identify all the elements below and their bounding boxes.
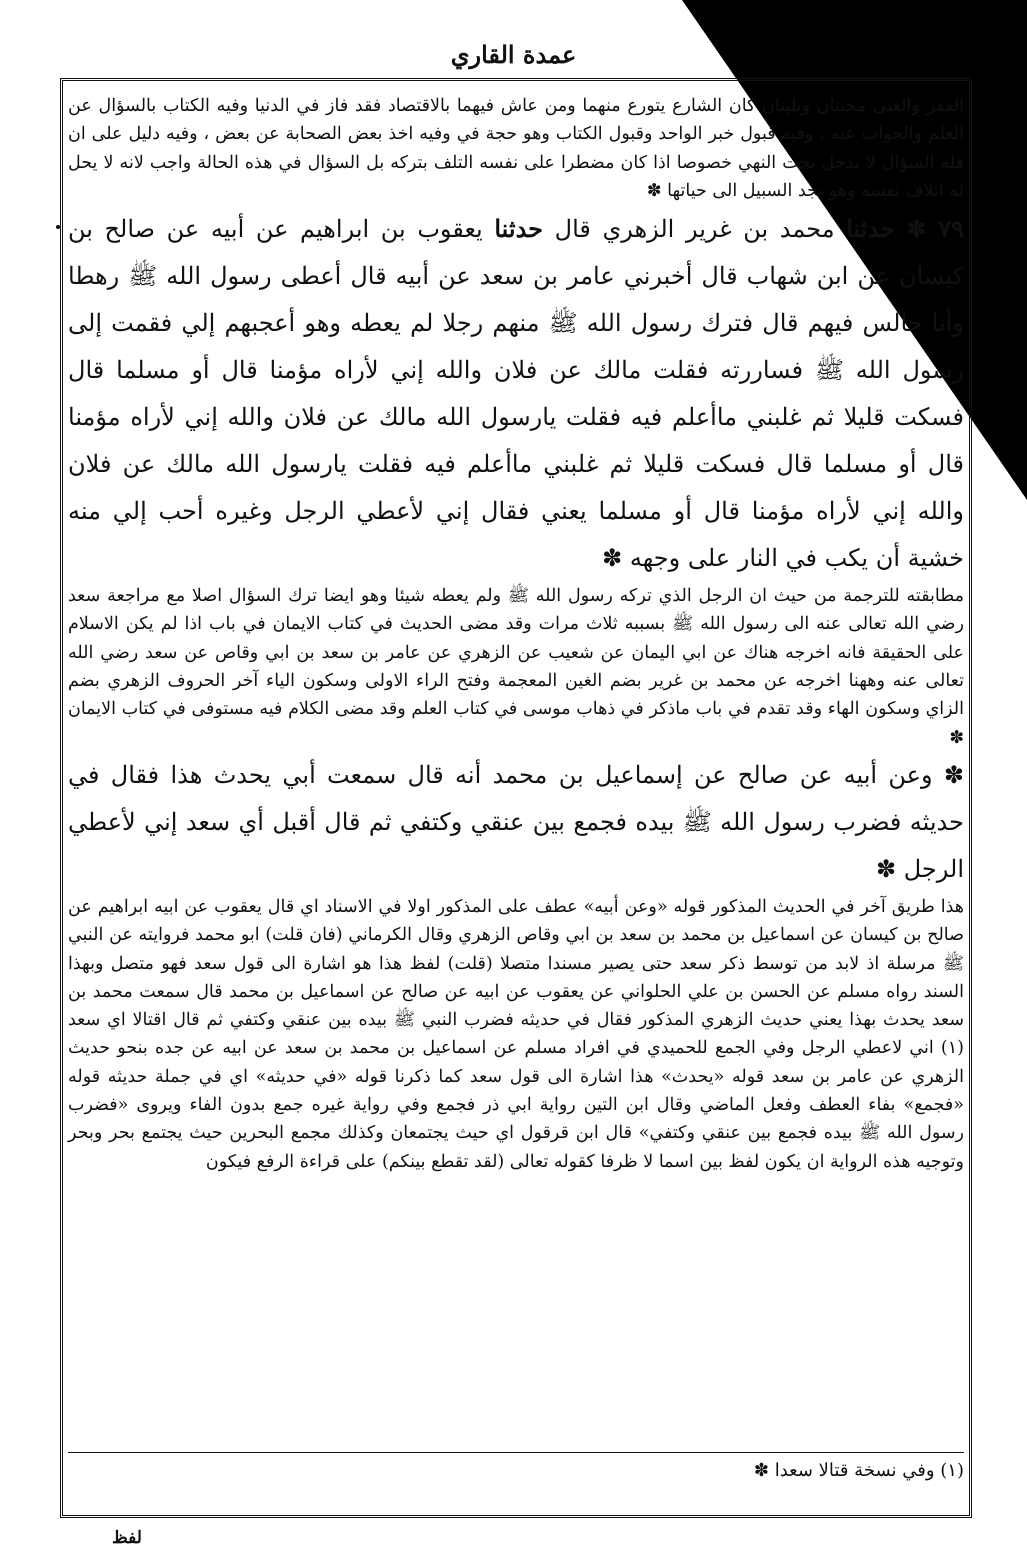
isnad-1: محمد بن غرير الزهري قال — [554, 215, 835, 244]
catchword: لفظ — [112, 1528, 142, 1548]
footnote-text: وفي نسخة قتالا سعدا ✽ — [753, 1460, 935, 1481]
commentary-1: مطابقته للترجمة من حيث ان الرجل الذي تركه رسول الله ﷺ ولم يعطه شيئا وهو ايضا ترك السؤال اصلا مع مراجعة سعد رضي الله تعالى عنه الى رسول الله ﷺ بسببه ثلاث مرات وقد مضى الحديث في كتاب الايمان في باب اذا لم يكن الاسلام على الحقيقة فانه اخرجه هناك عن ابي اليمان عن شعيب عن الزهري عن عامر بن سعد بن ابي وقاص عن سعد رضي الله تعالى عنه وههنا اخرجه عن محمد بن غرير بضم الغين المعجمة وفتح الراء الاولى وسكون الياء آخر الحروف الزهري بضم الزاي وسكون الهاء وقد تقدم في باب ماذكر في ذهاب موسى في كتاب العلم وقد مضى الكلام فيه مستوفى في كتاب الايمان ✽ — [68, 586, 964, 748]
hadith-79 — [68, 205, 964, 582]
haddathana-1: حدثنا — [846, 214, 895, 244]
hadith-2: ✽ وعن أبيه عن صالح عن إسماعيل بن محمد أنه قال سمعت أبي يحدث هذا فقال في حديثه فضرب رسول الله ﷺ بيده فجمع بين عنقي وكتفي ثم قال أقبل أي سعد إني لأعطي الرجل ✽ — [68, 760, 964, 883]
hadith-text: يعقوب بن ابراهيم عن أبيه عن صالح بن كيسان عن ابن شهاب قال أخبرني عامر بن سعد عن أبيه قال أعطى رسول الله ﷺ رهطا وأنا جالس فيهم قال فترك رسول الله ﷺ منهم رجلا لم يعطه وهو أعجبهم إلي فقمت إلى رسول الله ﷺ فساررته فقلت مالك عن فلان والله إني لأراه مؤمنا قال أو مسلما قال فسكت قليلا ثم غلبني ماأعلم فيه فقلت يارسول الله مالك عن فلان والله إني لأراه مؤمنا قال أو مسلما قال فسكت قليلا ثم غلبني ماأعلم فيه فقلت يارسول الله مالك عن فلان والله إني لأراه مؤمنا قال أو مسلما يعني فقال إني لأعطي الرجل وغيره أحب إلي منه خشية أن يكب في النار على وجهه ✽ — [68, 215, 964, 573]
intro-paragraph: الفقر والغنى محنتان وبليتان كان الشارع يتورع منهما ومن عاش فيهما بالاقتصاد فقد فاز في الدنيا وفيه الكتاب بالسؤال عن العلم والجواب عنه ، وفيه قبول خبر الواحد وقبول الكتاب وهو حجة في وفيه اخذ بعض الصحابة عن بعض ، وفيه دليل على ان قلة السؤال لا تدخل تحت النهي خصوصا اذا كان مضطرا على نفسه التلف بتركه بل السؤال في هذه الحالة واجب لانه لا يحل له اتلاف نفسه وهو يجد السبيل الى حياتها ✽ — [68, 96, 964, 201]
footnote — [68, 1457, 964, 1485]
commentary-2: هذا طريق آخر في الحديث المذكور قوله «وعن أبيه» عطف على المذكور اولا في الاسناد اي قال يعقوب عن ابيه ابراهيم عن صالح بن كيسان عن اسماعيل بن محمد بن سعد بن ابي وقاص الزهري وقال الكرماني (فان قلت) ابو محمد فروايته عن النبي ﷺ مرسلة اذ لابد من توسط ذكر سعد حتى يصير مسندا متصلا (قلت) لفظ هذا هو اشارة الى قول سعد فهو متصل وبهذا السند رواه مسلم عن الحسن بن علي الحلواني عن يعقوب عن ابيه عن صالح عن اسماعيل بن محمد قال سمعت محمد بن سعد يحدث بهذا يعني حديث الزهري المذكور فقال في حديثه فضرب النبي ﷺ بيده بين عنقي وكتفي ثم قال اقتالا اي سعد (١) اني لاعطي الرجل وفي الجمع للحميدي في افراد مسلم عن اسماعيل بن محمد بن سعد عن ابيه عن جده بنحو حديث الزهري عن عامر بن سعد قوله «يحدث» هذا اشارة الى قول سعد كما ذكرنا قوله «في حديثه» اي في جملة حديثه قوله «فجمع» بفاء العطف وفعل الماضي وقال ابن التين رواية ابي ذر فجمع وفي رواية غيره جمع بدون الفاء ويروى «فضرب رسول الله ﷺ بيده فجمع بين عنقي وكتفي» قال ابن قرقول اي حيث يجتمعان وكذلك مجمع البحرين حيث يجتمع بحر وبحر وتوجيه هذه الرواية ان يكون لفظ بين اسما لا ظرفا كقوله تعالى (لقد تقطع بينكم) على قراءة الرفع فيكون — [68, 896, 964, 1172]
haddathana-2: حدثنا — [494, 214, 544, 244]
hadith-ornament: ✽ — [906, 215, 927, 244]
footnote-rule — [68, 1452, 964, 1453]
page-body — [68, 92, 964, 1176]
hadith-number: ٧٩ — [938, 214, 965, 244]
footnote-marker: (١) — [940, 1460, 964, 1481]
running-head: عمدة القاري — [450, 40, 577, 69]
